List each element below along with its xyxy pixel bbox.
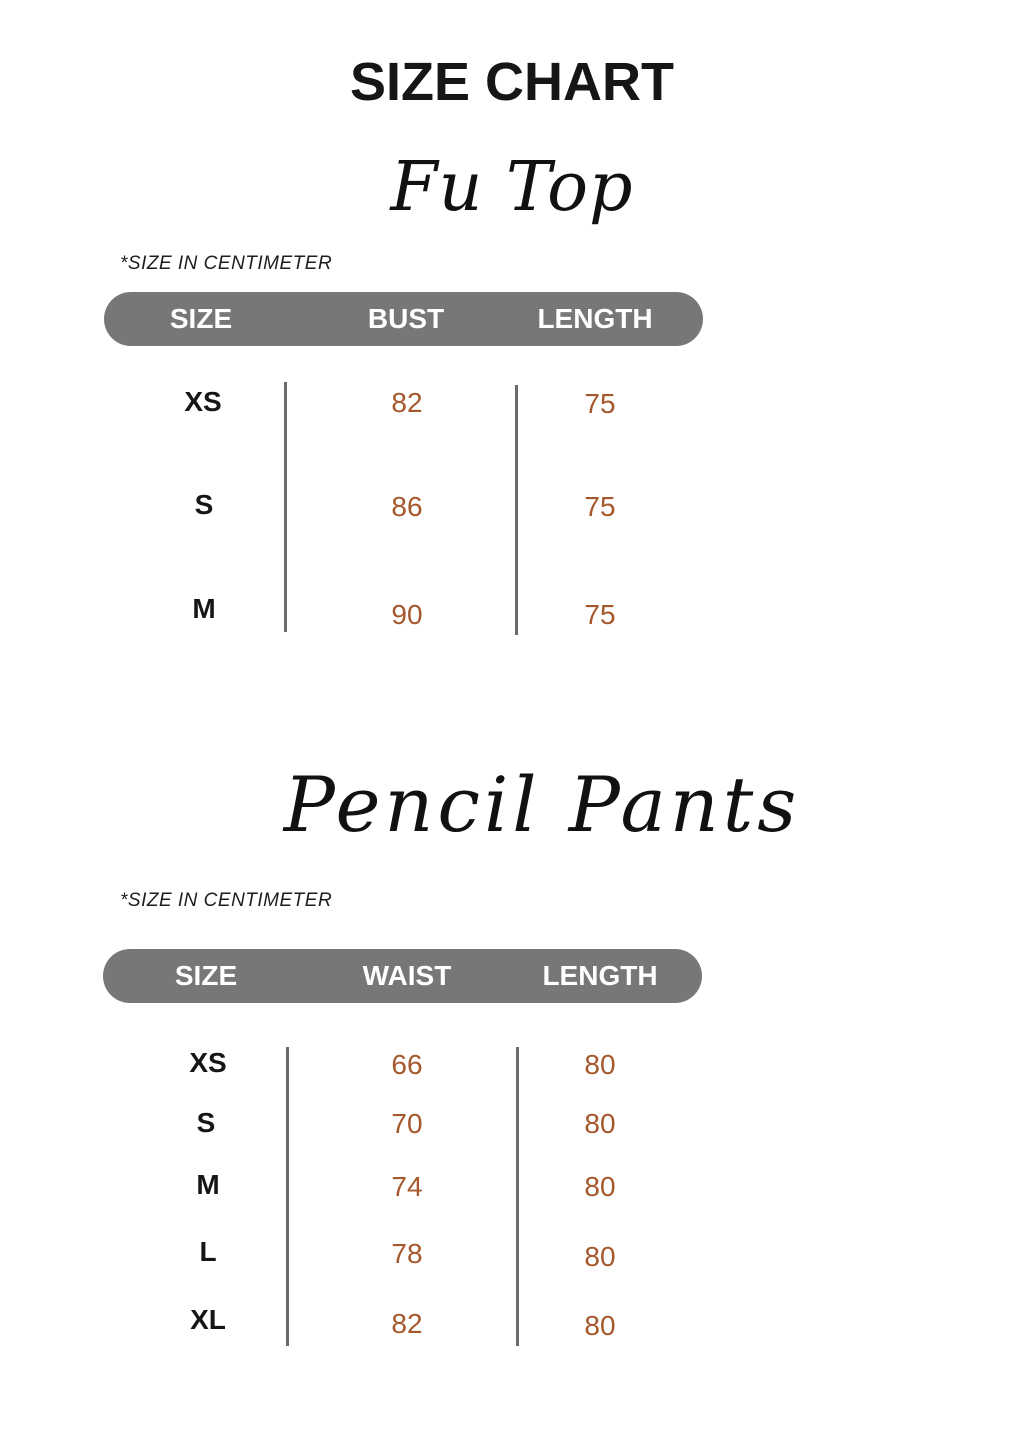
pants-row-1-waist: 66 xyxy=(391,1049,423,1080)
header-waist: WAIST xyxy=(362,960,452,991)
pants-column-divider-1 xyxy=(286,1047,289,1346)
unit-note-top: *SIZE IN CENTIMETER xyxy=(120,253,333,274)
top-column-divider-1 xyxy=(284,382,287,632)
pants-row-2-size: S xyxy=(196,1107,216,1138)
top-row-1-bust: 82 xyxy=(391,387,423,418)
pants-table-header xyxy=(103,949,702,1003)
top-row-3-size: M xyxy=(192,593,216,624)
pants-row-5-length: 80 xyxy=(584,1310,616,1341)
pants-row-3-waist: 74 xyxy=(391,1171,423,1202)
top-row-2-length: 75 xyxy=(584,491,616,522)
top-row-2-bust: 86 xyxy=(391,491,423,522)
header-bust: BUST xyxy=(367,303,445,334)
header-size: SIZE xyxy=(169,303,233,334)
page-title: SIZE CHART xyxy=(350,52,674,112)
top-column-divider-2 xyxy=(515,385,518,635)
top-row-3-length: 75 xyxy=(584,599,616,630)
pants-row-3-length: 80 xyxy=(584,1171,616,1202)
top-row-3-bust: 90 xyxy=(391,599,423,630)
product-title-pants: Pencil Pants xyxy=(283,760,801,849)
pants-row-2-waist: 70 xyxy=(391,1108,423,1139)
product-title-top: Fu Top xyxy=(390,148,634,227)
top-table-header xyxy=(104,292,703,346)
unit-note-pants: *SIZE IN CENTIMETER xyxy=(120,890,333,911)
pants-row-4-waist: 78 xyxy=(391,1238,423,1269)
pants-row-1-size: XS xyxy=(189,1047,227,1078)
header-size: SIZE xyxy=(174,960,238,991)
pants-row-1-length: 80 xyxy=(584,1049,616,1080)
pants-row-2-length: 80 xyxy=(584,1108,616,1139)
top-row-1-length: 75 xyxy=(584,388,616,419)
pants-column-divider-2 xyxy=(516,1047,519,1346)
top-row-2-size: S xyxy=(194,489,214,520)
header-length: LENGTH xyxy=(537,303,653,334)
pants-row-5-size: XL xyxy=(190,1304,226,1335)
header-length: LENGTH xyxy=(542,960,658,991)
pants-row-5-waist: 82 xyxy=(391,1308,423,1339)
pants-row-4-length: 80 xyxy=(584,1241,616,1272)
pants-row-3-size: M xyxy=(196,1169,220,1200)
top-row-1-size: XS xyxy=(184,386,222,417)
pants-row-4-size: L xyxy=(199,1236,217,1267)
